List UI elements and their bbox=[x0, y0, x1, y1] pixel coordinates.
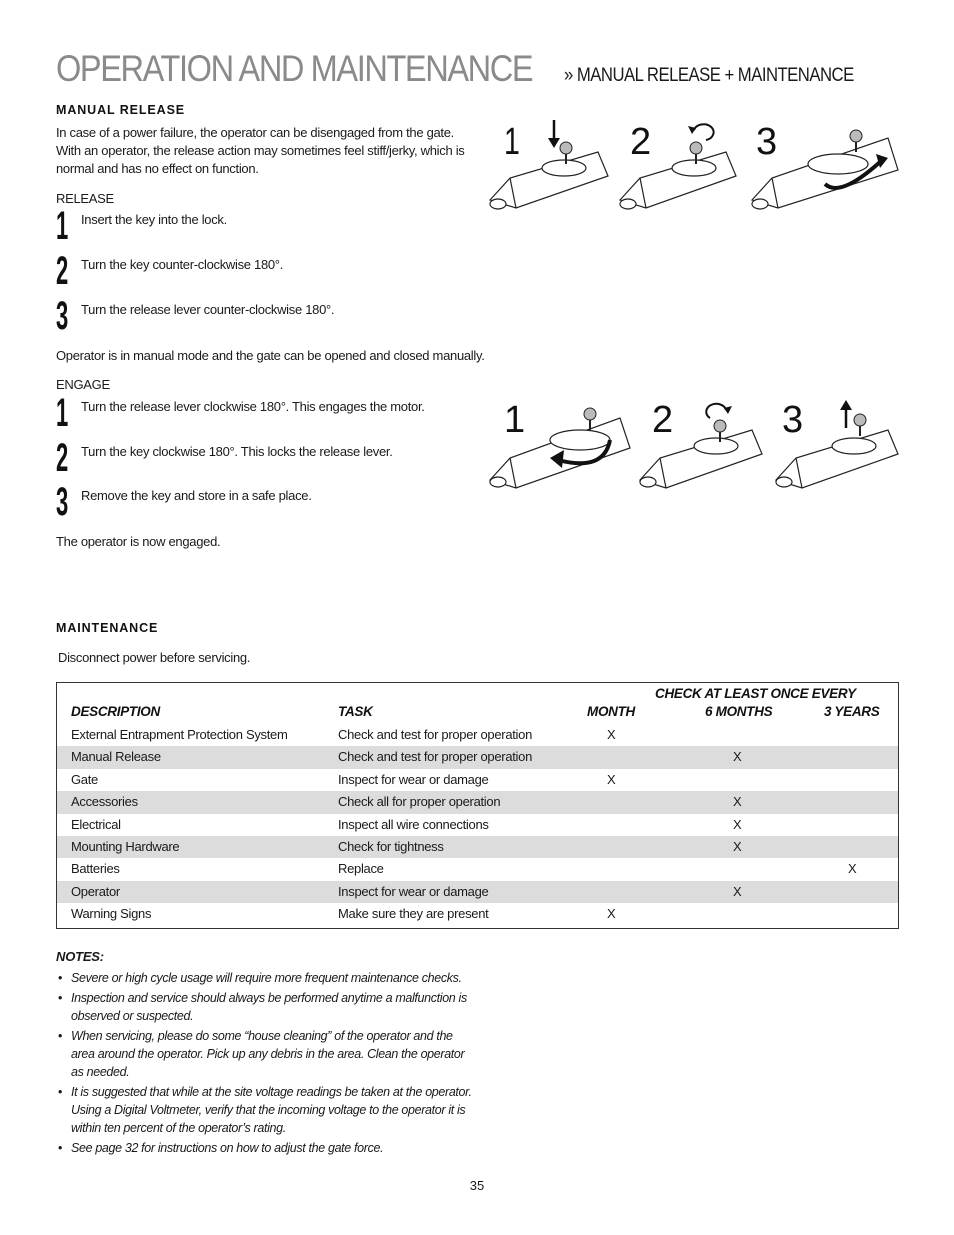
header-six-months: 6 MONTHS bbox=[705, 704, 773, 719]
cell-task: Inspect all wire connections bbox=[338, 816, 489, 832]
note-item: • See page 32 for instructions on how to adjust the gate force. bbox=[58, 1139, 478, 1157]
release-illustration-svg bbox=[480, 112, 900, 222]
arrow-up-icon bbox=[840, 400, 852, 428]
illus-number-1: 1 bbox=[504, 121, 520, 164]
maintenance-table bbox=[56, 682, 899, 929]
step-number: 3 bbox=[56, 480, 69, 524]
engage-label: ENGAGE bbox=[56, 377, 110, 392]
cell-interval-mark: X bbox=[733, 839, 742, 854]
illus-number-3: 3 bbox=[782, 399, 804, 441]
cell-description: Warning Signs bbox=[71, 906, 152, 922]
rotate-ccw-icon bbox=[688, 124, 714, 140]
cell-description: External Entrapment Protection System bbox=[71, 727, 288, 742]
release-step-2 bbox=[56, 249, 456, 297]
page-header bbox=[56, 48, 893, 90]
table-row bbox=[57, 791, 898, 813]
release-illustrations bbox=[480, 112, 900, 222]
manual-release-heading: MANUAL RELEASE bbox=[56, 103, 186, 117]
table-row bbox=[57, 903, 898, 925]
key-icon-3 bbox=[854, 414, 866, 436]
cell-description: Mounting Hardware bbox=[71, 839, 180, 854]
cell-task: Check for tightness bbox=[338, 839, 444, 854]
step-text: Turn the release lever counter-clockwise 180°. bbox=[81, 302, 335, 317]
illus-number-1: 1 bbox=[504, 399, 526, 441]
engage-illustrations bbox=[480, 392, 900, 502]
table-row bbox=[57, 746, 898, 768]
table-row bbox=[57, 724, 898, 746]
table-row bbox=[57, 858, 898, 880]
header-month: MONTH bbox=[587, 704, 635, 719]
notes-heading: NOTES: bbox=[56, 949, 104, 964]
cell-interval-mark: X bbox=[607, 771, 616, 787]
cell-description: Gate bbox=[71, 771, 98, 787]
step-text: Remove the key and store in a safe place. bbox=[81, 488, 312, 503]
table-header bbox=[57, 683, 898, 724]
notes-list bbox=[58, 969, 478, 1159]
key-icon-1 bbox=[584, 408, 596, 430]
rotate-cw-icon bbox=[706, 404, 732, 418]
cell-interval-mark: X bbox=[733, 816, 742, 832]
step-text: Turn the key counter-clockwise 180°. bbox=[81, 257, 284, 272]
engage-illustration-svg bbox=[480, 392, 900, 502]
maintenance-warning: Disconnect power before servicing. bbox=[58, 650, 251, 665]
note-item: • Inspection and service should always be performed anytime a malfunction is observed or suspected. bbox=[58, 989, 478, 1025]
arrow-down-icon bbox=[548, 120, 560, 148]
cell-task: Make sure they are present bbox=[338, 906, 489, 922]
step-text: Insert the key into the lock. bbox=[81, 212, 227, 227]
engage-result: The operator is now engaged. bbox=[56, 534, 221, 549]
step-number: 1 bbox=[56, 391, 69, 435]
release-label: RELEASE bbox=[56, 191, 114, 206]
header-three-years: 3 YEARS bbox=[824, 704, 880, 719]
step-text: Turn the key clockwise 180°. This locks the release lever. bbox=[81, 444, 393, 459]
table-row bbox=[57, 769, 898, 791]
page-number: 35 bbox=[469, 1178, 485, 1193]
step-number: 2 bbox=[56, 436, 69, 480]
cell-description: Batteries bbox=[71, 861, 120, 877]
note-item: • Severe or high cycle usage will require more frequent maintenance checks. bbox=[58, 969, 478, 987]
cell-description: Operator bbox=[71, 883, 120, 899]
table-row bbox=[57, 814, 898, 836]
cell-task: Inspect for wear or damage bbox=[338, 771, 489, 787]
illustration-numbers bbox=[504, 399, 803, 441]
cell-interval-mark: X bbox=[607, 906, 616, 922]
step-number: 2 bbox=[56, 249, 69, 293]
step-number: 1 bbox=[56, 204, 69, 248]
step-number: 3 bbox=[56, 294, 69, 338]
manual-release-intro: In case of a power failure, the operator can be disengaged from the gate. With an operator, the release action may sometimes feel stiff/jerky, which is normal and has no effect on function. bbox=[56, 125, 465, 176]
cell-task: Replace bbox=[338, 861, 384, 877]
header-description: DESCRIPTION bbox=[71, 704, 160, 719]
release-step-3 bbox=[56, 294, 456, 342]
illus-number-3: 3 bbox=[756, 121, 778, 163]
illus-number-2: 2 bbox=[630, 121, 652, 163]
cell-interval-mark: X bbox=[848, 861, 857, 877]
cell-interval-mark: X bbox=[607, 727, 616, 742]
cell-interval-mark: X bbox=[733, 749, 742, 765]
step-text: Turn the release lever clockwise 180°. This engages the motor. bbox=[81, 399, 425, 414]
page-subtitle: » MANUAL RELEASE + MAINTENANCE bbox=[563, 65, 854, 86]
illus-number-2: 2 bbox=[652, 399, 674, 441]
release-result: Operator is in manual mode and the gate can be opened and closed manually. bbox=[56, 348, 485, 363]
cell-interval-mark: X bbox=[733, 794, 742, 810]
engage-step-3 bbox=[56, 480, 456, 528]
header-task: TASK bbox=[338, 704, 373, 719]
cell-description: Manual Release bbox=[71, 749, 161, 765]
cell-task: Check all for proper operation bbox=[338, 794, 501, 810]
engage-step-2 bbox=[56, 436, 456, 484]
cell-task: Check and test for proper operation bbox=[338, 727, 533, 742]
page-title: OPERATION AND MAINTENANCE bbox=[56, 48, 533, 89]
illustration-numbers bbox=[504, 121, 777, 163]
note-item: • It is suggested that while at the site voltage readings be taken at the operator. Using a Digital Voltmeter, verify that the incoming voltage to the operator it is within ten percent of the operator’s rating. bbox=[58, 1083, 478, 1137]
cell-description: Accessories bbox=[71, 794, 138, 810]
maintenance-heading: MAINTENANCE bbox=[56, 621, 159, 635]
table-row bbox=[57, 836, 898, 858]
release-step-1 bbox=[56, 204, 456, 252]
cell-task: Inspect for wear or damage bbox=[338, 883, 489, 899]
engage-step-1 bbox=[56, 391, 456, 439]
cell-description: Electrical bbox=[71, 816, 121, 832]
cell-interval-mark: X bbox=[733, 883, 742, 899]
cell-task: Check and test for proper operation bbox=[338, 749, 533, 765]
note-item: • When servicing, please do some “house cleaning” of the operator and the area around the operator. Pick up any debris in the area. Clean the operator as needed. bbox=[58, 1027, 478, 1081]
group-header: CHECK AT LEAST ONCE EVERY bbox=[655, 686, 856, 701]
table-row bbox=[57, 881, 898, 903]
